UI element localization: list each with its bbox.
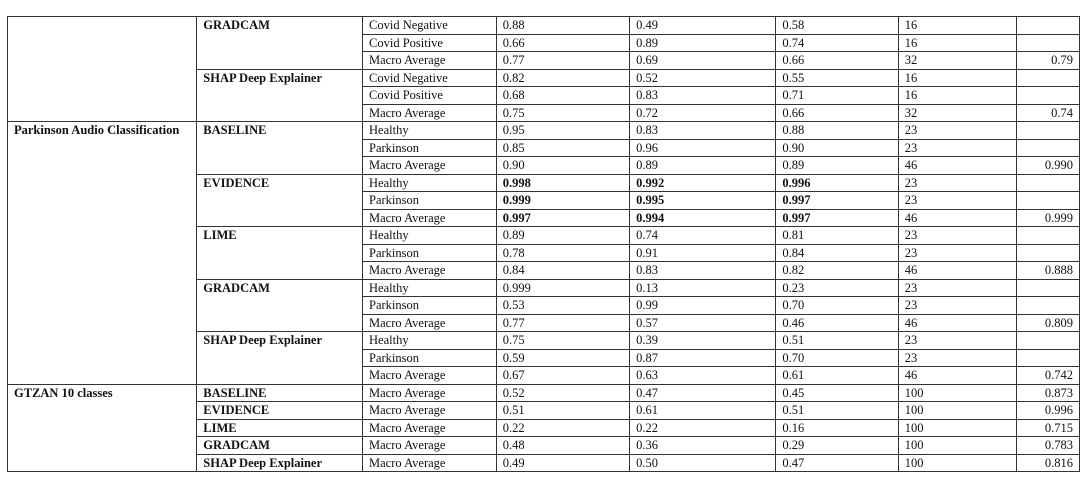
f1-cell: 0.51	[776, 332, 898, 350]
precision-cell: 0.52	[496, 384, 629, 402]
precision-cell: 0.89	[496, 227, 629, 245]
class-cell: Macro Average	[363, 384, 497, 402]
class-cell: Covid Positive	[363, 87, 497, 105]
table-row	[8, 139, 1080, 157]
recall-cell: 0.39	[630, 332, 776, 350]
precision-cell: 0.999	[496, 192, 629, 210]
table-row	[8, 332, 1080, 350]
method-cell: EVIDENCE	[197, 402, 363, 420]
method-cell: SHAP Deep Explainer	[197, 332, 363, 350]
support-cell: 23	[898, 297, 1016, 315]
table-row	[8, 69, 1080, 87]
accuracy-cell: 0.816	[1017, 454, 1080, 472]
class-cell: Macro Average	[363, 52, 497, 70]
method-cell	[197, 244, 363, 262]
dataset-cell	[8, 419, 197, 437]
f1-cell: 0.66	[776, 52, 898, 70]
f1-cell: 0.23	[776, 279, 898, 297]
method-cell: GRADCAM	[197, 437, 363, 455]
class-cell: Healthy	[363, 227, 497, 245]
recall-cell: 0.22	[630, 419, 776, 437]
f1-cell: 0.61	[776, 367, 898, 385]
dataset-cell: Parkinson Audio Classification	[8, 122, 197, 140]
f1-cell: 0.90	[776, 139, 898, 157]
recall-cell: 0.995	[630, 192, 776, 210]
dataset-cell	[8, 279, 197, 297]
accuracy-cell: 0.888	[1017, 262, 1080, 280]
support-cell: 32	[898, 52, 1016, 70]
table-row	[8, 192, 1080, 210]
table-row	[8, 437, 1080, 455]
precision-cell: 0.75	[496, 332, 629, 350]
method-cell	[197, 104, 363, 122]
method-cell	[197, 192, 363, 210]
recall-cell: 0.47	[630, 384, 776, 402]
table-row	[8, 104, 1080, 122]
accuracy-cell	[1017, 349, 1080, 367]
accuracy-cell	[1017, 17, 1080, 35]
class-cell: Healthy	[363, 279, 497, 297]
class-cell: Healthy	[363, 122, 497, 140]
class-cell: Macro Average	[363, 437, 497, 455]
recall-cell: 0.83	[630, 87, 776, 105]
f1-cell: 0.88	[776, 122, 898, 140]
recall-cell: 0.57	[630, 314, 776, 332]
class-cell: Covid Negative	[363, 17, 497, 35]
f1-cell: 0.89	[776, 157, 898, 175]
support-cell: 16	[898, 34, 1016, 52]
support-cell: 32	[898, 104, 1016, 122]
support-cell: 16	[898, 17, 1016, 35]
class-cell: Covid Positive	[363, 34, 497, 52]
dataset-cell	[8, 244, 197, 262]
table-row	[8, 244, 1080, 262]
method-cell: GRADCAM	[197, 17, 363, 35]
dataset-cell	[8, 227, 197, 245]
precision-cell: 0.67	[496, 367, 629, 385]
table-row	[8, 227, 1080, 245]
results-table-body	[8, 17, 1080, 472]
table-row	[8, 34, 1080, 52]
table-row	[8, 209, 1080, 227]
dataset-cell	[8, 262, 197, 280]
method-cell	[197, 34, 363, 52]
method-cell	[197, 87, 363, 105]
f1-cell: 0.71	[776, 87, 898, 105]
dataset-cell	[8, 349, 197, 367]
class-cell: Macro Average	[363, 402, 497, 420]
recall-cell: 0.91	[630, 244, 776, 262]
f1-cell: 0.58	[776, 17, 898, 35]
f1-cell: 0.45	[776, 384, 898, 402]
dataset-cell	[8, 34, 197, 52]
recall-cell: 0.74	[630, 227, 776, 245]
dataset-cell	[8, 209, 197, 227]
f1-cell: 0.996	[776, 174, 898, 192]
precision-cell: 0.88	[496, 17, 629, 35]
recall-cell: 0.83	[630, 122, 776, 140]
support-cell: 16	[898, 87, 1016, 105]
recall-cell: 0.72	[630, 104, 776, 122]
accuracy-cell	[1017, 174, 1080, 192]
dataset-cell	[8, 454, 197, 472]
support-cell: 23	[898, 349, 1016, 367]
f1-cell: 0.81	[776, 227, 898, 245]
dataset-cell	[8, 139, 197, 157]
precision-cell: 0.78	[496, 244, 629, 262]
accuracy-cell	[1017, 122, 1080, 140]
dataset-cell	[8, 69, 197, 87]
precision-cell: 0.998	[496, 174, 629, 192]
support-cell: 23	[898, 227, 1016, 245]
support-cell: 46	[898, 367, 1016, 385]
class-cell: Parkinson	[363, 297, 497, 315]
table-row	[8, 157, 1080, 175]
precision-cell: 0.997	[496, 209, 629, 227]
precision-cell: 0.90	[496, 157, 629, 175]
class-cell: Macro Average	[363, 157, 497, 175]
recall-cell: 0.13	[630, 279, 776, 297]
method-cell: EVIDENCE	[197, 174, 363, 192]
class-cell: Macro Average	[363, 209, 497, 227]
method-cell: BASELINE	[197, 384, 363, 402]
method-cell	[197, 367, 363, 385]
recall-cell: 0.63	[630, 367, 776, 385]
precision-cell: 0.77	[496, 314, 629, 332]
support-cell: 100	[898, 419, 1016, 437]
accuracy-cell	[1017, 227, 1080, 245]
table-row	[8, 262, 1080, 280]
dataset-cell: GTZAN 10 classes	[8, 384, 197, 402]
class-cell: Healthy	[363, 332, 497, 350]
method-cell: SHAP Deep Explainer	[197, 69, 363, 87]
f1-cell: 0.46	[776, 314, 898, 332]
support-cell: 23	[898, 244, 1016, 262]
recall-cell: 0.36	[630, 437, 776, 455]
dataset-cell	[8, 297, 197, 315]
recall-cell: 0.89	[630, 157, 776, 175]
precision-cell: 0.48	[496, 437, 629, 455]
f1-cell: 0.70	[776, 297, 898, 315]
f1-cell: 0.16	[776, 419, 898, 437]
class-cell: Parkinson	[363, 349, 497, 367]
accuracy-cell: 0.79	[1017, 52, 1080, 70]
recall-cell: 0.61	[630, 402, 776, 420]
accuracy-cell: 0.715	[1017, 419, 1080, 437]
accuracy-cell: 0.873	[1017, 384, 1080, 402]
class-cell: Macro Average	[363, 419, 497, 437]
precision-cell: 0.999	[496, 279, 629, 297]
precision-cell: 0.66	[496, 34, 629, 52]
class-cell: Macro Average	[363, 314, 497, 332]
accuracy-cell: 0.990	[1017, 157, 1080, 175]
recall-cell: 0.992	[630, 174, 776, 192]
dataset-cell	[8, 367, 197, 385]
dataset-cell	[8, 87, 197, 105]
dataset-cell	[8, 314, 197, 332]
dataset-cell	[8, 437, 197, 455]
precision-cell: 0.85	[496, 139, 629, 157]
f1-cell: 0.997	[776, 209, 898, 227]
dataset-cell	[8, 402, 197, 420]
recall-cell: 0.50	[630, 454, 776, 472]
recall-cell: 0.96	[630, 139, 776, 157]
table-row	[8, 419, 1080, 437]
table-row	[8, 402, 1080, 420]
support-cell: 23	[898, 192, 1016, 210]
precision-cell: 0.77	[496, 52, 629, 70]
accuracy-cell	[1017, 34, 1080, 52]
accuracy-cell	[1017, 69, 1080, 87]
method-cell: GRADCAM	[197, 279, 363, 297]
support-cell: 23	[898, 332, 1016, 350]
class-cell: Macro Average	[363, 454, 497, 472]
accuracy-cell	[1017, 244, 1080, 262]
f1-cell: 0.29	[776, 437, 898, 455]
recall-cell: 0.87	[630, 349, 776, 367]
precision-cell: 0.82	[496, 69, 629, 87]
table-row	[8, 17, 1080, 35]
class-cell: Parkinson	[363, 244, 497, 262]
precision-cell: 0.49	[496, 454, 629, 472]
dataset-cell	[8, 52, 197, 70]
method-cell: SHAP Deep Explainer	[197, 454, 363, 472]
precision-cell: 0.51	[496, 402, 629, 420]
method-cell	[197, 314, 363, 332]
method-cell	[197, 262, 363, 280]
class-cell: Healthy	[363, 174, 497, 192]
table-row	[8, 454, 1080, 472]
dataset-cell	[8, 174, 197, 192]
table-row	[8, 367, 1080, 385]
support-cell: 100	[898, 454, 1016, 472]
recall-cell: 0.83	[630, 262, 776, 280]
dataset-cell	[8, 104, 197, 122]
support-cell: 16	[898, 69, 1016, 87]
accuracy-cell	[1017, 139, 1080, 157]
method-cell	[197, 157, 363, 175]
table-row	[8, 52, 1080, 70]
support-cell: 23	[898, 122, 1016, 140]
support-cell: 46	[898, 157, 1016, 175]
class-cell: Covid Negative	[363, 69, 497, 87]
accuracy-cell	[1017, 297, 1080, 315]
precision-cell: 0.75	[496, 104, 629, 122]
precision-cell: 0.22	[496, 419, 629, 437]
precision-cell: 0.95	[496, 122, 629, 140]
support-cell: 23	[898, 139, 1016, 157]
f1-cell: 0.82	[776, 262, 898, 280]
support-cell: 46	[898, 314, 1016, 332]
table-row	[8, 279, 1080, 297]
accuracy-cell: 0.783	[1017, 437, 1080, 455]
accuracy-cell	[1017, 332, 1080, 350]
table-row	[8, 384, 1080, 402]
precision-cell: 0.84	[496, 262, 629, 280]
accuracy-cell: 0.74	[1017, 104, 1080, 122]
support-cell: 100	[898, 402, 1016, 420]
support-cell: 46	[898, 262, 1016, 280]
f1-cell: 0.51	[776, 402, 898, 420]
support-cell: 23	[898, 279, 1016, 297]
dataset-cell	[8, 17, 197, 35]
dataset-cell	[8, 157, 197, 175]
accuracy-cell	[1017, 279, 1080, 297]
recall-cell: 0.994	[630, 209, 776, 227]
method-cell	[197, 52, 363, 70]
accuracy-cell: 0.742	[1017, 367, 1080, 385]
table-row	[8, 314, 1080, 332]
precision-cell: 0.53	[496, 297, 629, 315]
accuracy-cell	[1017, 192, 1080, 210]
table-row	[8, 87, 1080, 105]
support-cell: 23	[898, 174, 1016, 192]
class-cell: Macro Average	[363, 367, 497, 385]
class-cell: Macro Average	[363, 262, 497, 280]
recall-cell: 0.99	[630, 297, 776, 315]
class-cell: Parkinson	[363, 192, 497, 210]
table-row	[8, 174, 1080, 192]
results-table	[7, 16, 1080, 472]
f1-cell: 0.55	[776, 69, 898, 87]
table-row	[8, 349, 1080, 367]
accuracy-cell: 0.999	[1017, 209, 1080, 227]
support-cell: 100	[898, 437, 1016, 455]
method-cell: LIME	[197, 227, 363, 245]
support-cell: 100	[898, 384, 1016, 402]
recall-cell: 0.52	[630, 69, 776, 87]
precision-cell: 0.59	[496, 349, 629, 367]
method-cell: LIME	[197, 419, 363, 437]
method-cell	[197, 297, 363, 315]
accuracy-cell: 0.996	[1017, 402, 1080, 420]
method-cell	[197, 209, 363, 227]
f1-cell: 0.70	[776, 349, 898, 367]
recall-cell: 0.49	[630, 17, 776, 35]
accuracy-cell: 0.809	[1017, 314, 1080, 332]
method-cell	[197, 139, 363, 157]
results-table-container	[7, 16, 1080, 472]
method-cell: BASELINE	[197, 122, 363, 140]
recall-cell: 0.69	[630, 52, 776, 70]
class-cell: Parkinson	[363, 139, 497, 157]
dataset-cell	[8, 332, 197, 350]
f1-cell: 0.66	[776, 104, 898, 122]
f1-cell: 0.84	[776, 244, 898, 262]
table-row	[8, 297, 1080, 315]
f1-cell: 0.74	[776, 34, 898, 52]
accuracy-cell	[1017, 87, 1080, 105]
f1-cell: 0.997	[776, 192, 898, 210]
precision-cell: 0.68	[496, 87, 629, 105]
table-row	[8, 122, 1080, 140]
dataset-cell	[8, 192, 197, 210]
f1-cell: 0.47	[776, 454, 898, 472]
recall-cell: 0.89	[630, 34, 776, 52]
class-cell: Macro Average	[363, 104, 497, 122]
method-cell	[197, 349, 363, 367]
support-cell: 46	[898, 209, 1016, 227]
